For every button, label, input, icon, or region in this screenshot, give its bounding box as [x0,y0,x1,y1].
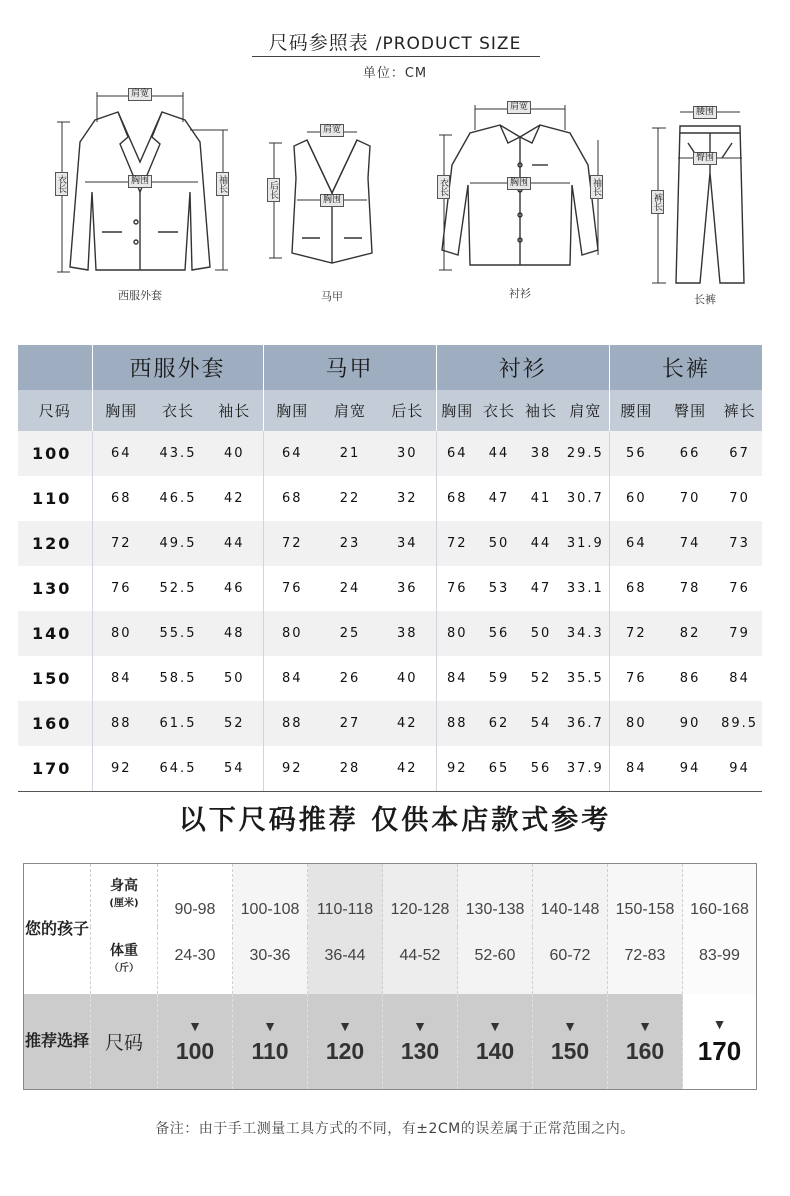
measure-cell: 50 [206,656,263,701]
down-arrow-icon: ▼ [712,1015,727,1032]
measure-cell: 58.5 [159,671,197,686]
measure-cell: 25 [321,611,379,656]
group-vest: 马甲 [263,345,436,390]
recommended-size [683,994,757,1090]
col-header: 袖长 [206,390,263,431]
measure-cell: 70 [729,491,750,506]
measure-cell: 32 [379,476,436,521]
measure-cell: 72 [263,521,321,566]
measure-cell: 67 [717,431,762,476]
recommended-size-value: 140 [475,1037,515,1064]
size-cell: 160 [18,701,92,746]
recommended-size [458,994,533,1090]
measure-cell: 42 [206,476,263,521]
measure-cell: 72 [436,521,478,566]
recommended-size-value: 100 [175,1037,215,1064]
recommended-size-value: 130 [400,1037,440,1064]
title-en: /PRODUCT SIZE [375,34,522,54]
measure-cell: 46.5 [159,491,197,506]
recommended-size [158,994,233,1090]
recommended-size [608,994,683,1090]
pants-diagram [640,98,760,308]
jacket-caption: 西服外套 [118,289,162,302]
measure-cell: 80 [609,701,663,746]
measure-cell: 84 [447,671,468,686]
group-shirt: 衬衫 [436,345,609,390]
measure-cell: 84 [609,746,663,791]
page-title [0,28,790,55]
measure-cell: 54 [206,746,263,791]
measure-cell: 30.7 [562,476,609,521]
measure-cell: 64.5 [150,746,206,791]
height-range: 150-158 [608,864,683,927]
measure-cell: 56 [609,431,663,476]
measure-cell: 43.5 [150,431,206,476]
group-pants: 长裤 [609,345,762,390]
measure-cell: 40 [379,656,436,701]
size-row [18,431,762,476]
measure-cell: 42 [379,701,436,746]
measure-cell: 47 [530,581,552,596]
weight-range: 24-30 [158,927,233,994]
weight-range: 36-44 [308,927,383,994]
measure-cell: 44 [478,431,520,476]
measure-cell: 23 [321,521,379,566]
measure-cell: 88 [263,701,321,746]
measure-cell: 42 [379,746,436,791]
pants-caption: 长裤 [694,293,716,306]
measure-cell: 64 [436,431,478,476]
measure-cell: 30 [379,431,436,476]
measure-cell: 38 [379,611,436,656]
size-cell: 140 [18,611,92,656]
size-cell: 170 [18,746,92,791]
recommended-size-value: 120 [325,1037,365,1064]
recommended-size-value: 160 [625,1037,665,1064]
col-header: 臀围 [663,390,717,431]
measure-cell: 80 [436,611,478,656]
measure-cell: 52 [530,671,552,686]
footnote: 备注：由于手工测量工具方式的不同，有±2CM的误差属于正常范围之内。 [155,1121,635,1137]
col-header-size: 尺码 [18,390,92,431]
recommended-size-value: 170 [697,1035,742,1066]
size-cell: 130 [18,566,92,611]
measure-cell: 73 [717,521,762,566]
weight-range: 60-72 [533,927,608,994]
measure-cell: 38 [520,431,562,476]
shirt-illustration [430,95,610,295]
size-row [18,611,762,656]
group-header-row [18,345,762,390]
down-arrow-icon: ▼ [488,1017,502,1034]
measure-cell: 84 [282,671,303,686]
measure-cell: 62 [478,701,520,746]
measure-cell: 94 [717,746,762,791]
measure-cell: 44 [206,521,263,566]
measure-cell: 64 [609,521,663,566]
shirt-chest-tag: 胸围 [507,177,531,190]
measure-cell: 76 [110,581,132,596]
measure-cell: 60 [626,491,647,506]
weight-range: 30-36 [233,927,308,994]
measure-cell: 70 [679,491,701,506]
weight-range: 83-99 [683,927,757,994]
measure-cell: 92 [436,746,478,791]
column-header-row [18,390,762,431]
vest-shoulder-tag: 肩宽 [320,124,344,137]
measure-cell: 76 [626,671,647,686]
pants-waist-tag: 腰围 [693,106,717,119]
measure-cell: 74 [663,521,717,566]
size-cell: 100 [18,431,92,476]
pants-hip-tag: 臀围 [693,152,717,165]
measure-cell: 76 [729,581,750,596]
height-unit: (厘米) [109,898,139,910]
measure-cell: 47 [488,491,510,506]
measure-cell: 68 [626,581,647,596]
height-range: 90-98 [158,864,233,927]
weight-range: 44-52 [383,927,458,994]
jacket-length-tag: 衣长 [55,172,68,196]
measure-cell: 88 [92,701,150,746]
measure-cell: 31.9 [562,521,609,566]
size-row [18,746,762,791]
measure-cell: 29.5 [562,431,609,476]
measure-cell: 26 [339,671,361,686]
col-header: 衣长 [150,390,206,431]
size-cell: 110 [18,476,92,521]
measure-cell: 56 [520,746,562,791]
recommended-size [308,994,383,1090]
col-header: 胸围 [263,390,321,431]
recommended-size [533,994,608,1090]
down-arrow-icon: ▼ [563,1017,577,1034]
recommend-row [24,994,757,1090]
shirt-length-tag: 衣长 [437,175,450,199]
measure-cell: 34.3 [562,611,609,656]
down-arrow-icon: ▼ [413,1017,427,1034]
size-cell: 150 [18,656,92,701]
measure-cell: 65 [478,746,520,791]
recommendation-table [23,863,757,1090]
measure-cell: 34 [379,521,436,566]
measure-cell: 33.1 [562,566,609,611]
measure-cell: 50 [478,521,520,566]
size-label: 尺码 [91,994,158,1090]
measure-cell: 82 [663,611,717,656]
shirt-sleeve-tag: 袖长 [590,175,603,199]
measure-cell: 56 [478,611,520,656]
measure-cell: 36.7 [562,701,609,746]
measure-cell: 37.9 [562,746,609,791]
size-row [18,476,762,521]
recommend-label: 推荐选择 [24,994,91,1090]
jacket-shoulder-tag: 肩宽 [128,88,152,101]
shirt-diagram [430,95,610,300]
measure-cell: 61.5 [150,701,206,746]
jacket-sleeve-tag: 袖长 [216,172,229,196]
unit-label: 单位：CM [362,66,428,81]
shirt-shoulder-tag: 肩宽 [507,101,531,114]
measure-cell: 94 [663,746,717,791]
measure-cell: 79 [717,611,762,656]
down-arrow-icon: ▼ [638,1017,652,1034]
measure-cell: 76 [447,581,468,596]
measure-cell: 72 [609,611,663,656]
measure-cell: 22 [339,491,361,506]
recommended-size-value: 150 [550,1037,590,1064]
down-arrow-icon: ▼ [188,1017,202,1034]
measure-cell: 66 [663,431,717,476]
measure-cell: 41 [530,491,552,506]
col-header: 肩宽 [321,390,379,431]
measure-cell: 44 [520,521,562,566]
recommendation-title: 以下尺码推荐 仅供本店款式参考 [178,805,612,836]
vest-chest-tag: 胸围 [320,194,344,207]
measure-cell: 53 [488,581,510,596]
size-row [18,701,762,746]
weight-row [24,927,757,994]
measure-cell: 78 [679,581,701,596]
measure-cell: 90 [663,701,717,746]
measure-cell: 76 [282,581,303,596]
size-table [18,345,762,792]
jacket-chest-tag: 胸围 [128,175,152,188]
measure-cell: 80 [92,611,150,656]
recommended-size [383,994,458,1090]
measure-cell: 64 [92,431,150,476]
weight-range: 52-60 [458,927,533,994]
height-label [91,864,158,927]
height-range: 160-168 [683,864,757,927]
col-header: 胸围 [436,390,478,431]
measure-cell: 48 [206,611,263,656]
measure-cell: 86 [679,671,701,686]
height-range: 130-138 [458,864,533,927]
measure-cell: 64 [263,431,321,476]
measure-cell: 89.5 [717,701,762,746]
measure-cell: 55.5 [150,611,206,656]
title-underline [252,56,540,57]
group-jacket: 西服外套 [92,345,263,390]
col-header: 腰围 [609,390,663,431]
jacket-diagram [40,82,240,302]
recommended-size-value: 110 [251,1037,289,1064]
size-row [18,656,762,701]
title-cn: 尺码参照表 [268,32,369,54]
measure-cell: 50 [520,611,562,656]
measure-cell: 46 [206,566,263,611]
height-range: 120-128 [383,864,458,927]
measure-cell: 36 [379,566,436,611]
child-label: 您的孩子 [24,864,91,994]
height-range: 100-108 [233,864,308,927]
measure-cell: 35.5 [562,656,609,701]
weight-range: 72-83 [608,927,683,994]
measure-cell: 92 [263,746,321,791]
measure-cell: 52.5 [159,581,197,596]
measure-cell: 92 [92,746,150,791]
height-range: 140-148 [533,864,608,927]
vest-back-length-tag: 后长 [267,178,280,202]
measure-cell: 21 [321,431,379,476]
measure-cell: 24 [339,581,361,596]
measure-cell: 68 [282,491,303,506]
pants-length-tag: 裤长 [651,190,664,214]
measure-cell: 68 [110,491,132,506]
measure-cell: 72 [92,521,150,566]
size-row [18,521,762,566]
down-arrow-icon: ▼ [338,1017,352,1034]
col-header: 胸围 [92,390,150,431]
measure-cell: 27 [321,701,379,746]
size-row [18,566,762,611]
measure-cell: 54 [520,701,562,746]
measure-cell: 59 [488,671,510,686]
measure-cell: 80 [263,611,321,656]
measure-cell: 52 [206,701,263,746]
height-row [24,864,757,927]
measure-cell: 28 [321,746,379,791]
measure-cell: 84 [110,671,132,686]
weight-label [91,927,158,994]
col-header: 衣长 [478,390,520,431]
col-header: 肩宽 [562,390,609,431]
measure-cell: 88 [436,701,478,746]
shirt-caption: 衬衫 [509,287,531,300]
measure-cell: 84 [729,671,750,686]
height-range: 110-118 [308,864,383,927]
weight-label-text: 体重 [110,943,138,959]
weight-unit: （斤） [109,963,139,974]
col-header: 袖长 [520,390,562,431]
measure-cell: 40 [206,431,263,476]
size-cell: 120 [18,521,92,566]
col-header: 后长 [379,390,436,431]
height-label-text: 身高 [110,878,138,895]
vest-diagram [262,118,402,303]
measure-cell: 49.5 [150,521,206,566]
group-header-empty [18,345,92,390]
measure-cell: 68 [447,491,468,506]
down-arrow-icon: ▼ [263,1017,277,1034]
vest-caption: 马甲 [321,290,343,303]
col-header: 裤长 [717,390,762,431]
recommended-size [233,994,308,1090]
